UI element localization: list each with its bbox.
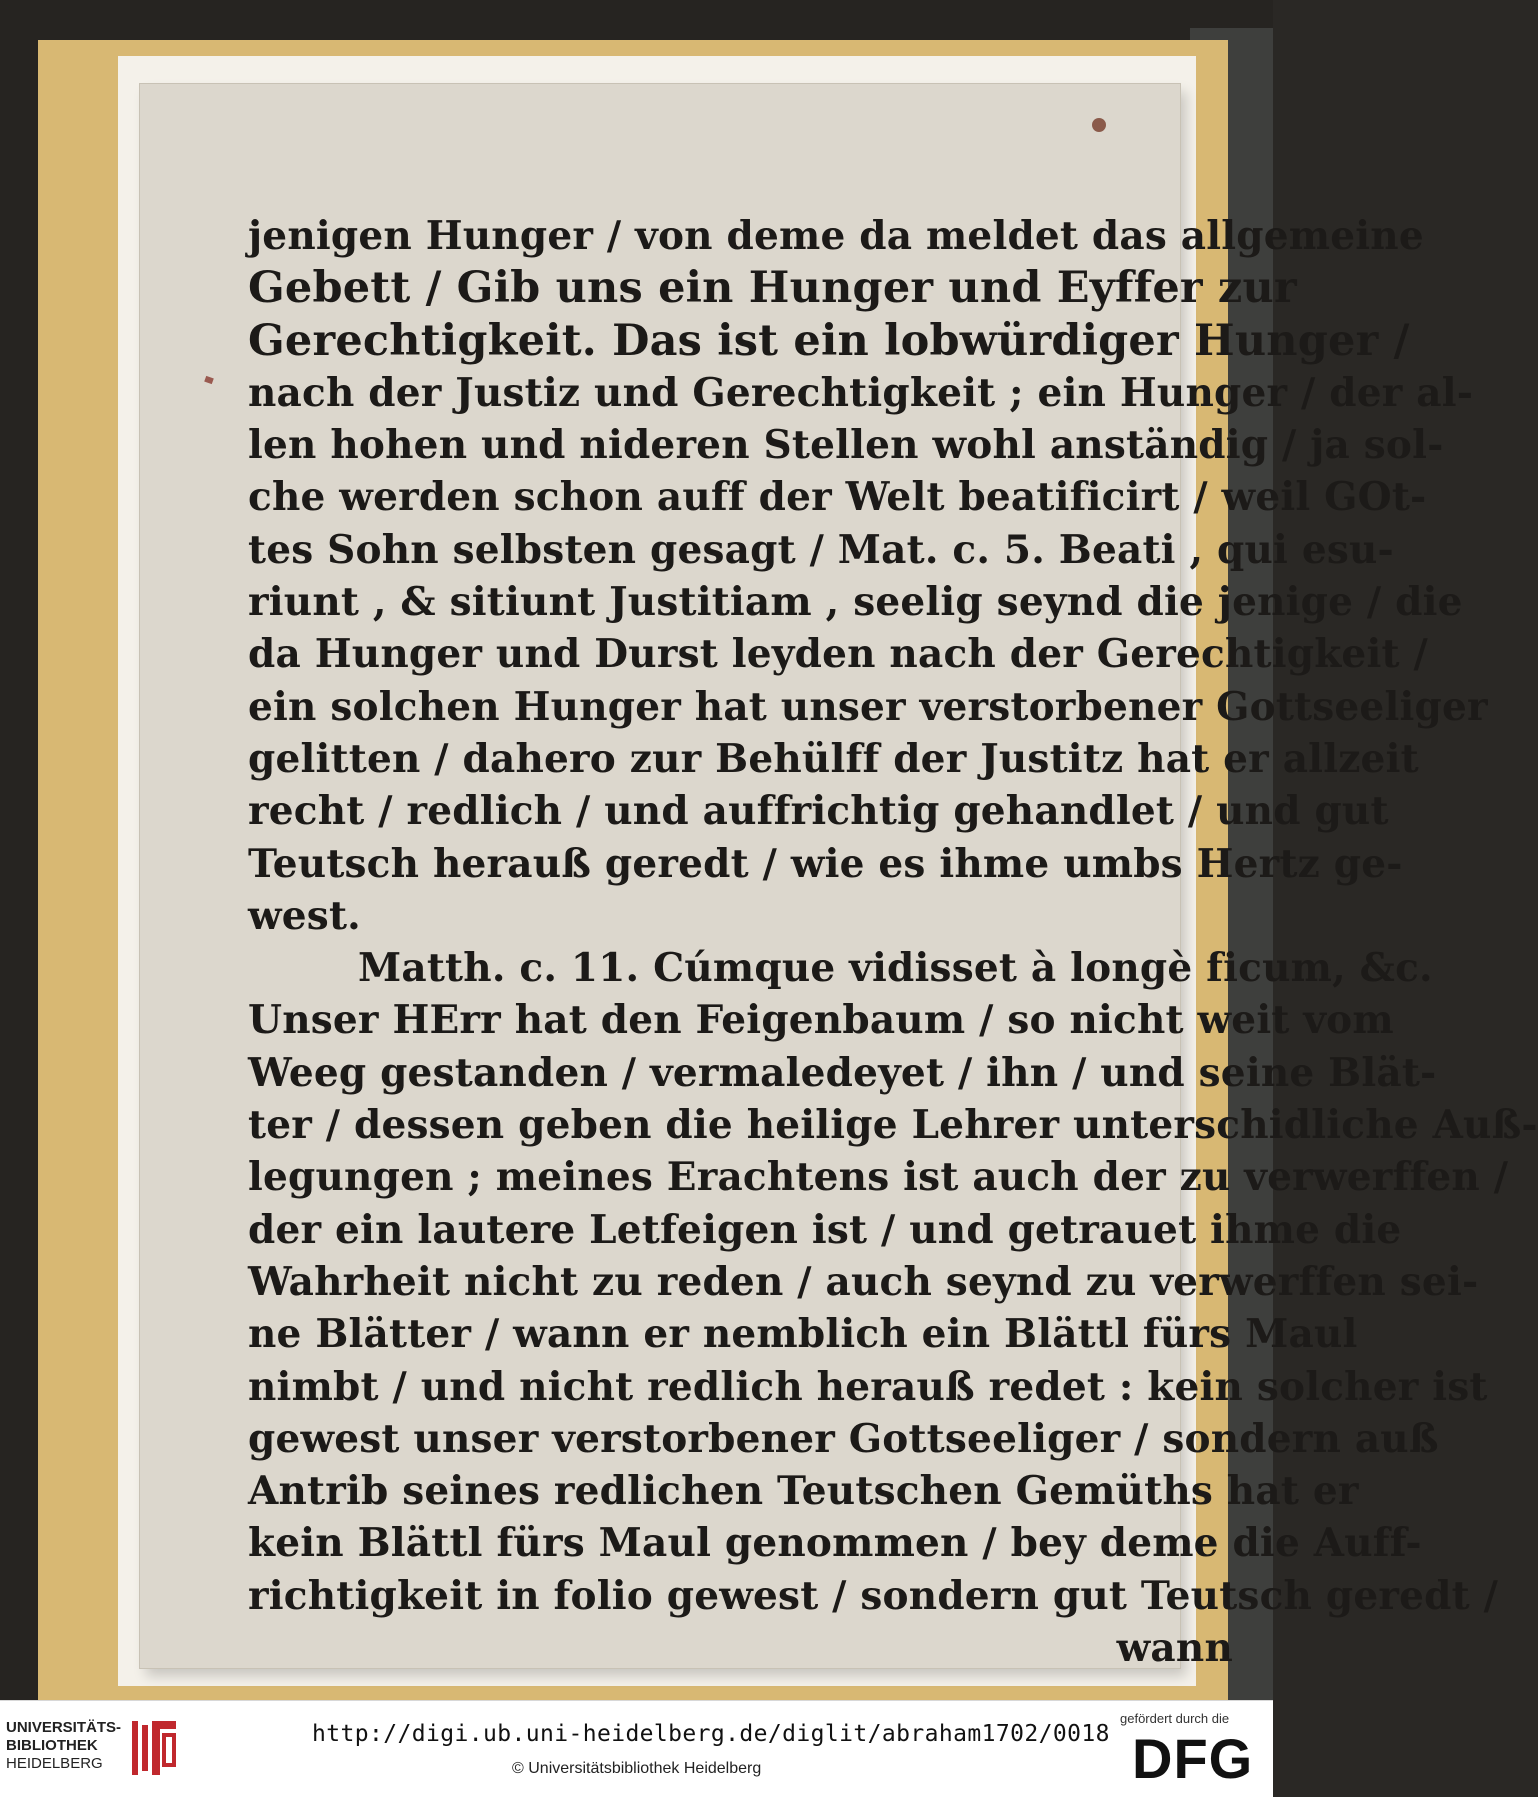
- text-line: da Hunger und Durst leyden nach der Gerechtigkeit /: [248, 631, 1428, 678]
- library-logo-icon: [128, 1715, 180, 1781]
- text-line: richtigkeit in folio gewest / sondern gut Teutsch geredt /: [248, 1572, 1499, 1619]
- text-line: riunt , & sitiunt Justitiam , seelig seynd die jenige / die: [248, 579, 1463, 626]
- text-line: tes Sohn selbsten gesagt / Mat. c. 5. Beati , qui esu-: [248, 526, 1394, 573]
- viewer-footer: [0, 1700, 1273, 1797]
- text-line: Gebett / Gib uns ein Hunger und Eyffer zur: [248, 263, 1297, 314]
- library-logo-text: [6, 1719, 126, 1773]
- text-line: Teutsch herauß geredt / wie es ihme umbs Hertz ge-: [248, 840, 1403, 887]
- text-line: ter / dessen geben die heilige Lehrer unterschidliche Auß-: [248, 1102, 1538, 1149]
- text-line: Wahrheit nicht zu reden / auch seynd zu verwerffen sei-: [248, 1258, 1479, 1305]
- dfg-logo: DFG: [1132, 1727, 1254, 1790]
- text-line: gelitten / dahero zur Behülff der Justitz hat er allzeit: [248, 735, 1419, 782]
- library-name-line3: HEIDELBERG: [6, 1755, 103, 1772]
- text-line: Gerechtigkeit. Das ist ein lobwürdiger Hunger /: [248, 315, 1410, 366]
- text-line: ne Blätter / wann er nemblich ein Blättl fürs Maul: [248, 1311, 1358, 1358]
- text-line: Weeg gestanden / vermaledeyet / ihn / und seine Blät-: [248, 1049, 1437, 1096]
- text-line: Unser HErr hat den Feigenbaum / so nicht weit vom: [248, 997, 1394, 1044]
- text-line: che werden schon auff der Welt beatificirt / weil GOt-: [248, 474, 1427, 521]
- text-line: legungen ; meines Erachtens ist auch der zu verwerffen /: [248, 1154, 1509, 1201]
- copyright-notice: © Universitätsbibliothek Heidelberg: [512, 1760, 762, 1777]
- library-name-line2: BIBLIOTHEK: [6, 1737, 98, 1754]
- text-line: Antrib seines redlichen Teutschen Gemüths hat er: [248, 1468, 1359, 1515]
- library-name-line1: UNIVERSITÄTS-: [6, 1719, 122, 1736]
- text-line: gewest unser verstorbener Gottseeliger / sondern auß: [248, 1415, 1439, 1462]
- text-line: der ein lautere Letfeigen ist / und getrauet ihme die: [248, 1206, 1402, 1253]
- page-text: [248, 210, 1538, 1674]
- text-line: jenigen Hunger / von deme da meldet das allgemeine: [248, 213, 1424, 259]
- text-line: kein Blättl fürs Maul genommen / bey deme die Auff-: [248, 1520, 1422, 1567]
- text-line: recht / redlich / und auffrichtig gehandlet / und gut: [248, 788, 1389, 835]
- text-line: west.: [248, 892, 361, 939]
- text-line: Matth. c. 11. Cúmque vidisset à longè ficum, &c.: [358, 945, 1433, 992]
- text-line: nimbt / und nicht redlich herauß redet : kein solcher ist: [248, 1363, 1488, 1410]
- funding-label: gefördert durch die: [1120, 1711, 1230, 1726]
- text-line: ein solchen Hunger hat unser verstorbener Gottseeliger: [248, 683, 1488, 730]
- ink-stain: [1092, 118, 1106, 132]
- text-line: len hohen und nideren Stellen wohl anständig / ja sol-: [248, 422, 1444, 469]
- catchword: wann: [1116, 1625, 1233, 1672]
- permalink-url[interactable]: http://digi.ub.uni-heidelberg.de/diglit/abraham1702/0018: [312, 1721, 1110, 1747]
- text-line: nach der Justiz und Gerechtigkeit ; ein Hunger / der al-: [248, 369, 1474, 416]
